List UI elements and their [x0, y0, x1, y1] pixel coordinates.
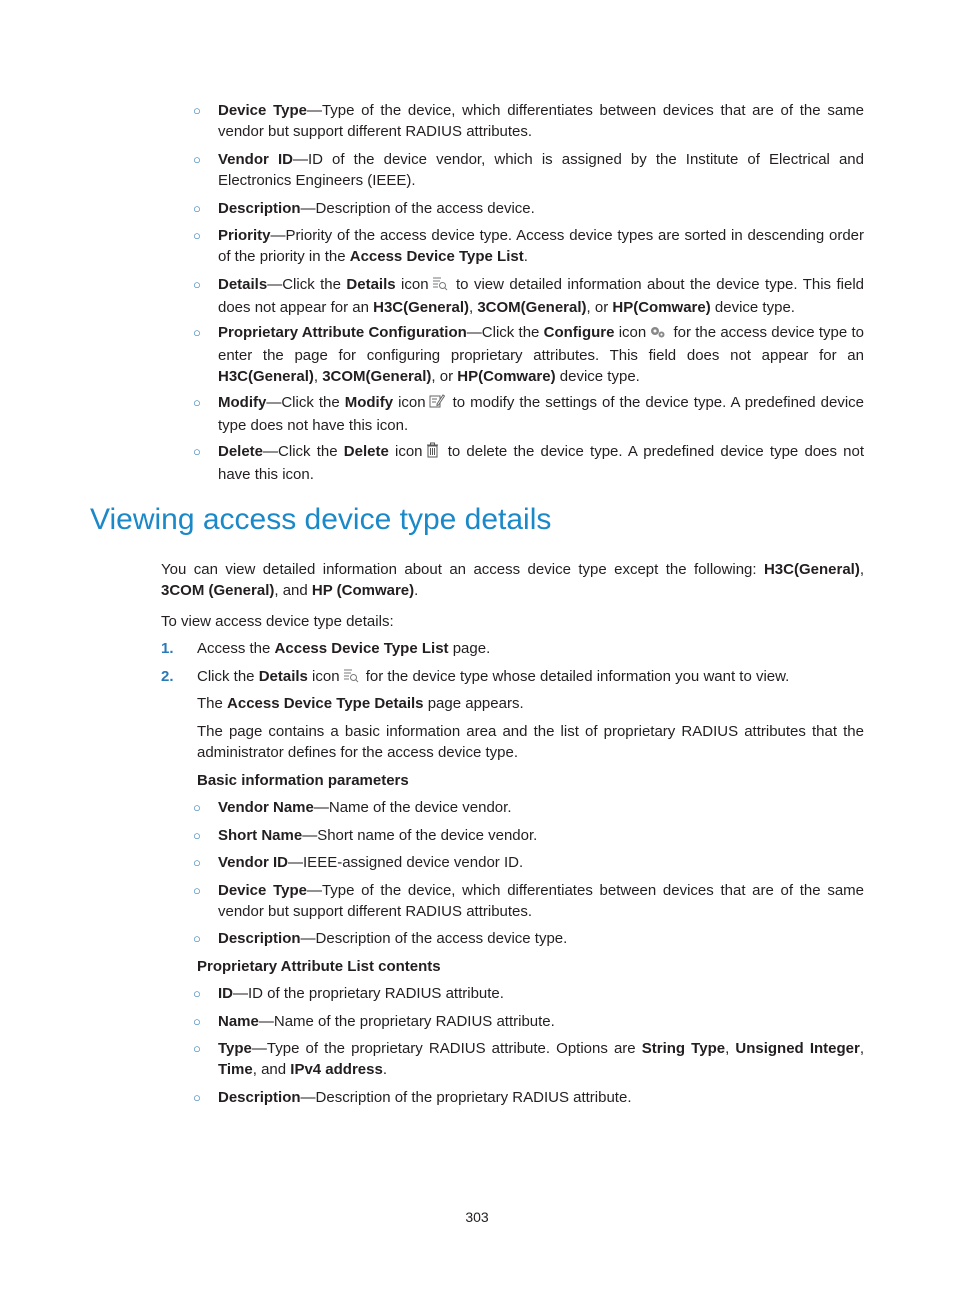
list-item: Delete—Click the Delete icon to delete the device type. A predefined device type does not have this icon. [218, 443, 865, 483]
term: Vendor ID [218, 854, 289, 871]
list-item: Description—Description of the access device type. [218, 930, 568, 947]
list-item: Description—Description of the access device. [218, 200, 535, 217]
bullet-marker: ○ [193, 855, 201, 870]
details-icon [432, 276, 448, 297]
term: Description [218, 1089, 301, 1106]
section-title: Viewing access device type details [90, 503, 552, 536]
bullet-marker: ○ [193, 152, 201, 167]
list-item: Modify—Click the Modify icon to modify the settings of the device type. A predefined device type does not have this icon. [218, 394, 864, 434]
list-item: Type—Type of the proprietary RADIUS attribute. Options are String Type, Unsigned Integer, Time, and IPv4 address. [218, 1040, 864, 1078]
procedure-lead: To view access device type details: [161, 613, 394, 630]
intro-paragraph: You can view detailed information about an access device type except the following: H3C(General), 3COM (General), and HP (Comware). [161, 561, 864, 599]
list-item: ID—ID of the proprietary RADIUS attribute. [218, 985, 504, 1002]
list-item: Device Type—Type of the device, which differentiates between devices that are of the same vendor but support different RADIUS attributes. [218, 882, 864, 920]
term: Details [218, 276, 268, 293]
step-item: Click the Details icon for the device type whose detailed information you want to view. [197, 666, 864, 689]
bullet-marker: ○ [193, 201, 201, 216]
bullet-marker: ○ [193, 828, 201, 843]
bullet-marker: ○ [193, 228, 201, 243]
list-item: Proprietary Attribute Configuration—Click the Configure icon for the access device type to enter the page for configuring proprietary attributes. This field does not appear for an H3C(General), 3COM(General), or HP(Comware) device type. [218, 324, 864, 385]
step-number: 2. [161, 668, 174, 685]
edit-icon [429, 393, 445, 415]
bullet-marker: ○ [193, 325, 201, 340]
term: Device Type [218, 882, 307, 899]
gears-icon [649, 324, 666, 345]
subheading: Basic information parameters [197, 772, 409, 789]
list-item: Details—Click the Details icon to view detailed information about the device type. This field does not appear for an H3C(General), 3COM(General), or HP(Comware) device type. [218, 276, 864, 316]
bullet-marker: ○ [193, 395, 201, 410]
list-item: Short Name—Short name of the device vendor. [218, 827, 538, 844]
list-item: Vendor Name—Name of the device vendor. [218, 799, 512, 816]
details-icon [343, 668, 359, 689]
bullet-marker: ○ [193, 986, 201, 1001]
subheading: Proprietary Attribute List contents [197, 958, 441, 975]
step-note: The Access Device Type Details page appears. [197, 695, 524, 712]
term: Description [218, 930, 301, 947]
term: Modify [218, 394, 267, 411]
bullet-marker: ○ [193, 931, 201, 946]
term: Device Type [218, 102, 307, 119]
list-item: Priority—Priority of the access device type. Access device types are sorted in descending order of the priority in the Access Device Type List. [218, 227, 864, 265]
trash-icon [426, 442, 439, 464]
term: Priority [218, 227, 271, 244]
bullet-marker: ○ [193, 1014, 201, 1029]
term: Vendor ID [218, 151, 293, 168]
term: ID [218, 985, 233, 1002]
bullet-marker: ○ [193, 800, 201, 815]
term: Description [218, 200, 301, 217]
term: Type [218, 1040, 252, 1057]
list-item: Description—Description of the proprietary RADIUS attribute. [218, 1089, 632, 1106]
step-note: The page contains a basic information area and the list of proprietary RADIUS attributes that the administrator defines for the access device type. [197, 723, 864, 761]
bullet-marker: ○ [193, 444, 201, 459]
term: Short Name [218, 827, 303, 844]
bullet-marker: ○ [193, 103, 201, 118]
list-item: Vendor ID—IEEE-assigned device vendor ID. [218, 854, 524, 871]
page-number: 303 [465, 1209, 489, 1225]
bullet-marker: ○ [193, 277, 201, 292]
bullet-marker: ○ [193, 883, 201, 898]
step-number: 1. [161, 640, 174, 657]
bullet-marker: ○ [193, 1090, 201, 1105]
list-item: Name—Name of the proprietary RADIUS attribute. [218, 1013, 555, 1030]
term: Vendor Name [218, 799, 314, 816]
step-item: Access the Access Device Type List page. [197, 640, 491, 657]
term: Delete [218, 443, 264, 460]
term: Name [218, 1013, 259, 1030]
list-item: Device Type—Type of the device, which differentiates between devices that are of the same vendor but support different RADIUS attributes. [218, 102, 864, 140]
bullet-marker: ○ [193, 1041, 201, 1056]
term: Proprietary Attribute Configuration [218, 324, 467, 341]
list-item: Vendor ID—ID of the device vendor, which is assigned by the Institute of Electrical and Electronics Engineers (IEEE). [218, 151, 864, 189]
